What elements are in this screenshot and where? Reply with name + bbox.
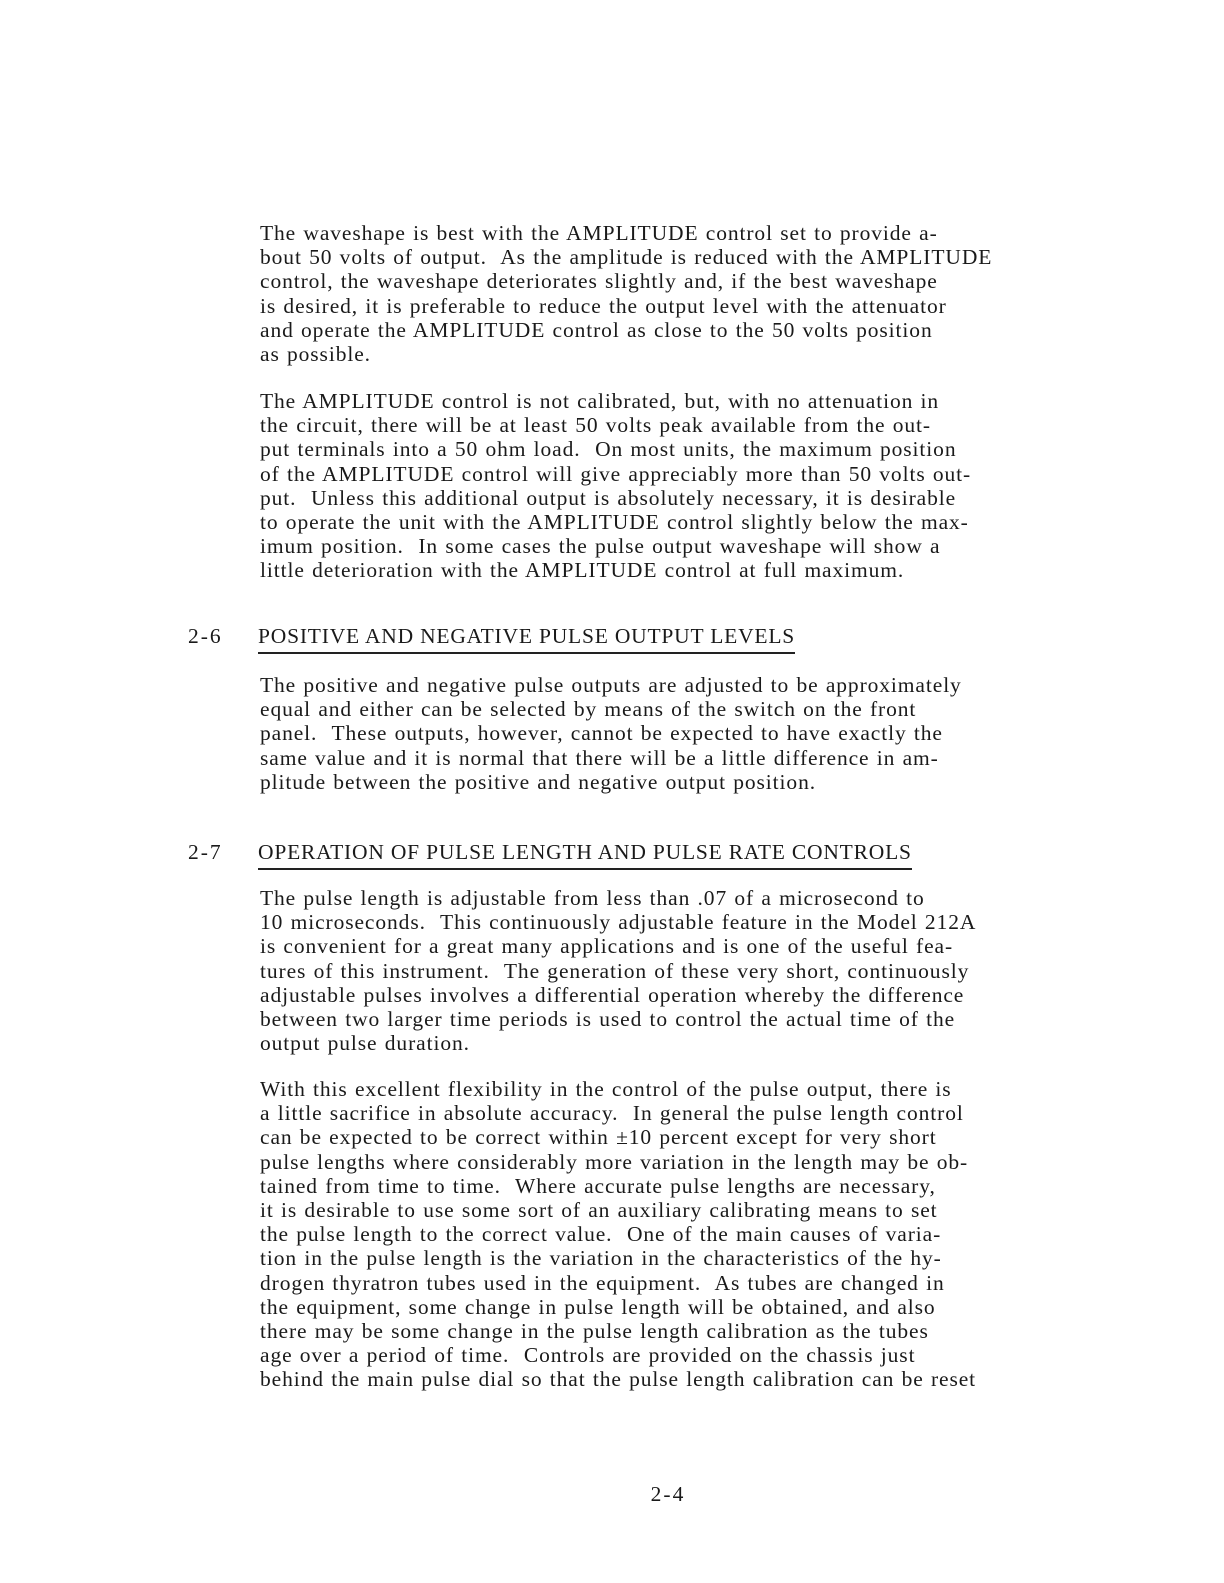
text-line: imum position. In some cases the pulse output waveshape will show a xyxy=(260,534,941,559)
text-line: a little sacrifice in absolute accuracy. In general the pulse length control xyxy=(260,1101,964,1126)
text-line: drogen thyratron tubes used in the equipment. As tubes are changed in xyxy=(260,1270,945,1295)
text-line: control, the waveshape deteriorates slightly and, if the best waveshape xyxy=(260,269,938,294)
text-line: little deterioration with the AMPLITUDE control at full maximum. xyxy=(260,558,905,583)
text-line: it is desirable to use some sort of an auxiliary calibrating means to set xyxy=(260,1198,938,1223)
text-line: The waveshape is best with the AMPLITUDE control set to provide a- xyxy=(260,221,938,245)
paragraph-pulse-length xyxy=(260,886,1190,1055)
section-number: 2-7 xyxy=(188,840,223,864)
text-line: With this excellent flexibility in the control of the pulse output, there is xyxy=(260,1077,952,1101)
text-line: bout 50 volts of output. As the amplitude is reduced with the AMPLITUDE xyxy=(260,245,993,270)
text-line: between two larger time periods is used to control the actual time of the xyxy=(260,1007,956,1032)
section-heading: POSITIVE AND NEGATIVE PULSE OUTPUT LEVELS xyxy=(258,624,795,654)
text-line: the pulse length to the correct value. One of the main causes of varia- xyxy=(260,1222,942,1247)
text-line: plitude between the positive and negative output position. xyxy=(260,769,816,794)
page-number: 2-4 xyxy=(650,1482,686,1506)
text-line: as possible. xyxy=(260,342,371,367)
paragraph-pulse-output-levels xyxy=(260,673,1190,794)
text-line: same value and it is normal that there will be a little difference in am- xyxy=(260,745,939,770)
text-line: there may be some change in the pulse length calibration as the tubes xyxy=(260,1319,929,1344)
text-line: output pulse duration. xyxy=(260,1031,470,1056)
section-number: 2-6 xyxy=(188,624,223,648)
text-line: The AMPLITUDE control is not calibrated, but, with no attenuation in xyxy=(260,389,940,413)
text-line: put. Unless this additional output is absolutely necessary, it is desirable xyxy=(260,485,957,510)
text-line: equal and either can be selected by means of the switch on the front xyxy=(260,697,917,722)
text-line: is desired, it is preferable to reduce the output level with the attenuator xyxy=(260,293,947,318)
text-line: pulse lengths where considerably more variation in the length may be ob- xyxy=(260,1149,969,1174)
text-line: put terminals into a 50 ohm load. On most units, the maximum position xyxy=(260,437,957,462)
paragraph-amplitude-control xyxy=(260,389,1190,583)
text-line: and operate the AMPLITUDE control as close to the 50 volts position xyxy=(260,317,933,342)
paragraph-waveshape xyxy=(260,221,1190,366)
text-line: tion in the pulse length is the variation in the characteristics of the hy- xyxy=(260,1246,942,1271)
section-heading: OPERATION OF PULSE LENGTH AND PULSE RATE CONTROLS xyxy=(258,840,912,870)
text-line: to operate the unit with the AMPLITUDE control slightly below the max- xyxy=(260,510,969,535)
text-line: the circuit, there will be at least 50 volts peak available from the out- xyxy=(260,413,931,438)
text-line: The positive and negative pulse outputs are adjusted to be approximately xyxy=(260,673,962,697)
text-line: age over a period of time. Controls are provided on the chassis just xyxy=(260,1343,916,1368)
text-line: panel. These outputs, however, cannot be expected to have exactly the xyxy=(260,721,943,746)
text-line: 10 microseconds. This continuously adjustable feature in the Model 212A xyxy=(260,910,977,935)
text-line: tained from time to time. Where accurate pulse lengths are necessary, xyxy=(260,1173,936,1198)
text-line: behind the main pulse dial so that the pulse length calibration can be reset xyxy=(260,1367,977,1392)
text-line: the equipment, some change in pulse length will be obtained, and also xyxy=(260,1294,936,1319)
text-line: adjustable pulses involves a differential operation whereby the difference xyxy=(260,982,965,1007)
text-line: of the AMPLITUDE control will give appreciably more than 50 volts out- xyxy=(260,461,972,486)
text-line: tures of this instrument. The generation of these very short, continuously xyxy=(260,958,970,983)
text-line: can be expected to be correct within ±10 percent except for very short xyxy=(260,1125,937,1150)
text-line: The pulse length is adjustable from less than .07 of a microsecond to xyxy=(260,886,925,910)
paragraph-accuracy xyxy=(260,1077,1190,1392)
text-line: is convenient for a great many applications and is one of the useful fea- xyxy=(260,934,954,959)
